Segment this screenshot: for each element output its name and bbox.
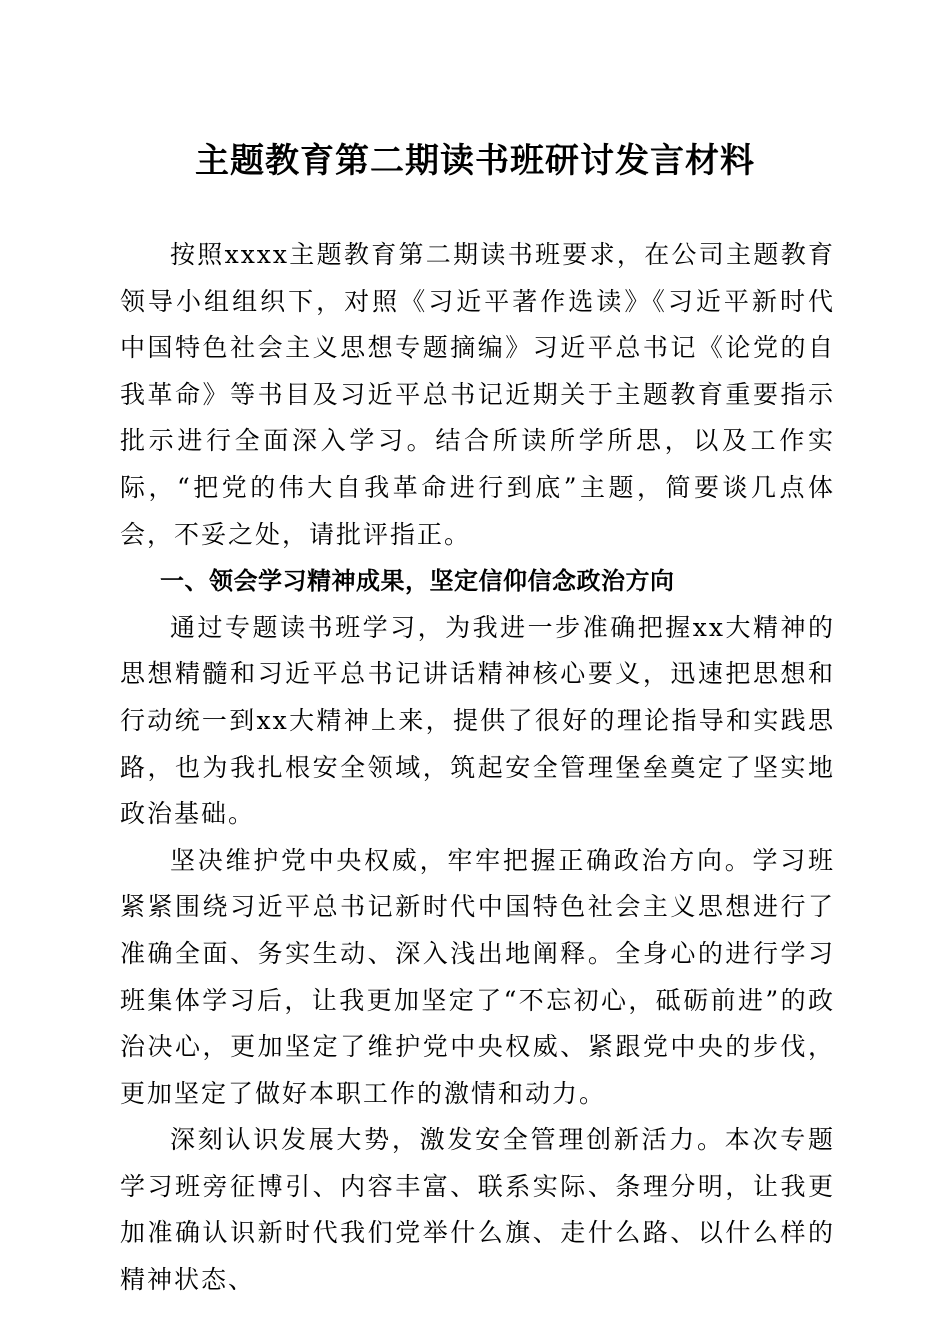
section1-paragraph-3: 深刻认识发展大势，激发安全管理创新活力。本次专题学习班旁征博引、内容丰富、联系实际、条理分明，让我更加准确认识新时代我们党举什么旗、走什么路、以什么样的精神状态、 [120, 1125, 835, 1295]
section-heading-1: 一、领会学习精神成果，坚定信仰信念政治方向 [160, 567, 675, 596]
document-title: 主题教育第二期读书班研讨发言材料 [195, 141, 755, 181]
section1-paragraph-2: 坚决维护党中央权威，牢牢把握正确政治方向。学习班紧紧围绕习近平总书记新时代中国特色社会主义思想进行了准确全面、务实生动、深入浅出地阐释。全身心的进行学习班集体学习后，让我更加坚定了“不忘初心，砥砺前进”的政治决心，更加坚定了维护党中央权威、紧跟党中央的步伐，更加坚定了做好本职工作的激情和动力。 [120, 845, 835, 1108]
section1-paragraph-1: 通过专题读书班学习，为我进一步准确把握xx大精神的思想精髓和习近平总书记讲话精神核心要义，迅速把思想和行动统一到xx大精神上来，提供了很好的理论指导和实践思路，也为我扎根安全领域，筑起安全管理堡垒奠定了坚实地政治基础。 [120, 612, 835, 829]
document-body [120, 232, 835, 1304]
intro-paragraph: 按照xxxx主题教育第二期读书班要求，在公司主题教育领导小组组织下，对照《习近平著作选读》《习近平新时代中国特色社会主义思想专题摘编》习近平总书记《论党的自我革命》等书目及习近平总书记近期关于主题教育重要指示批示进行全面深入学习。结合所读所学所思，以及工作实际，“把党的伟大自我革命进行到底”主题，简要谈几点体会，不妥之处，请批评指正。 [120, 240, 835, 549]
